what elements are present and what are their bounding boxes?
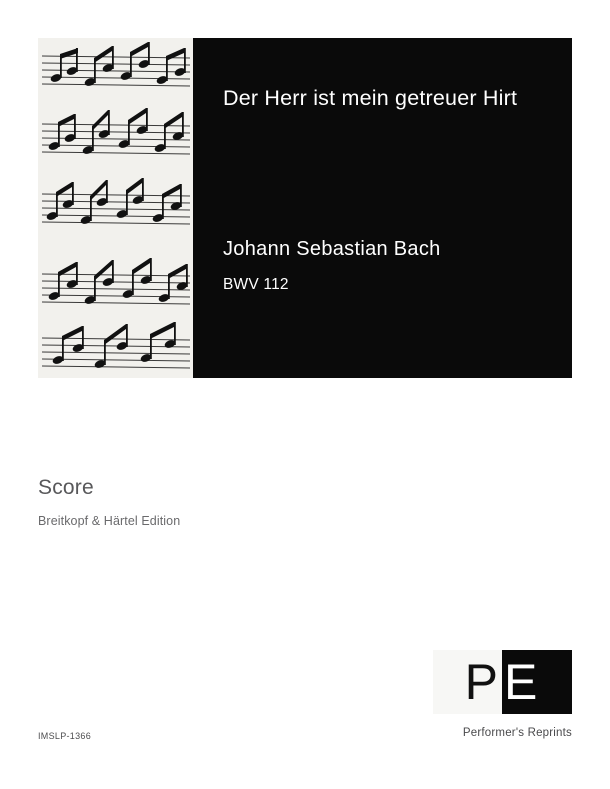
publisher-logo-letter-p: P	[464, 654, 498, 710]
publisher-logo-letter-e: E	[504, 654, 538, 710]
edition-label: Breitkopf & Härtel Edition	[38, 514, 181, 528]
score-label: Score	[38, 476, 94, 499]
imslp-id: IMSLP-1366	[38, 731, 92, 741]
title-banner	[38, 38, 572, 378]
publisher-logo	[433, 650, 572, 714]
page-title: Der Herr ist mein getreuer Hirt	[223, 86, 518, 110]
publisher-tagline: Performer's Reprints	[462, 727, 572, 739]
music-notation-panel	[38, 38, 193, 378]
catalog-number: BWV 112	[223, 276, 289, 293]
composer-name: Johann Sebastian Bach	[223, 238, 441, 260]
music-notation-excerpt-icon	[38, 38, 193, 378]
